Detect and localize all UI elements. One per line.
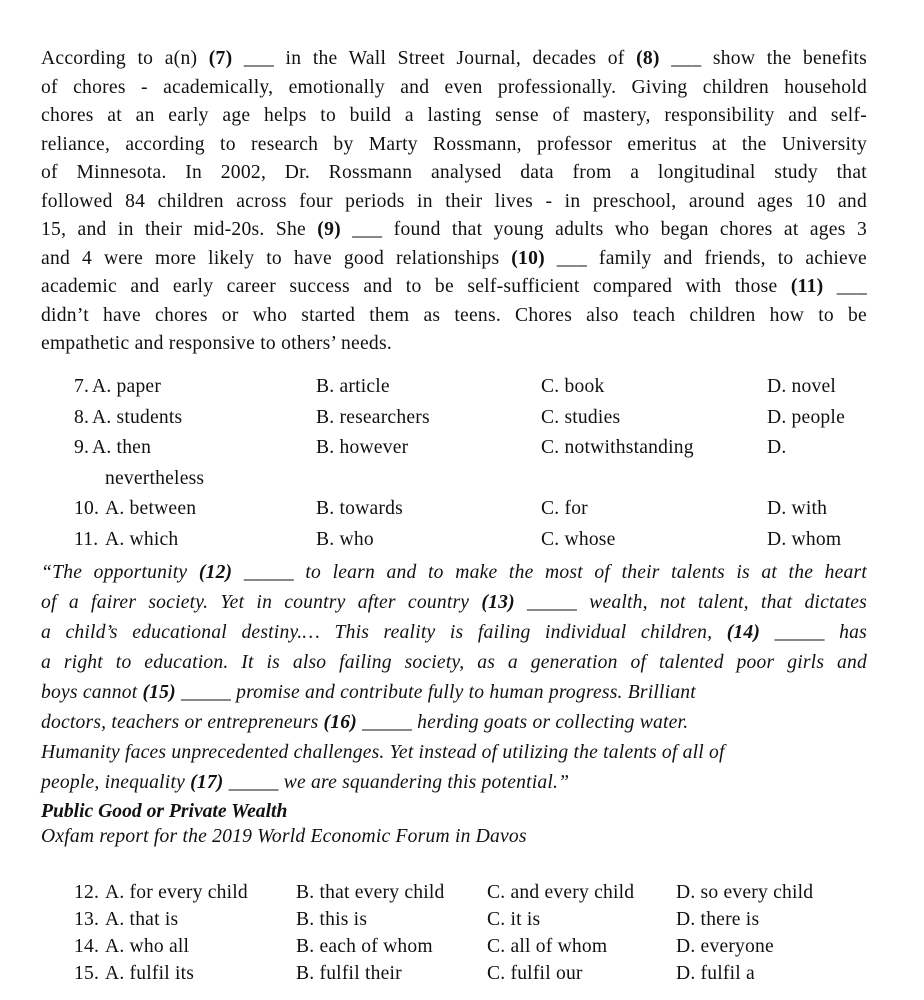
option-b[interactable]: B. who [316,529,374,550]
quote-line: doctors, teachers or entrepreneurs (16) _____ herding goats or collecting water. [41,712,689,733]
passage-line: followed 84 children across four periods in their lives - in preschool, around ages 10 and [41,190,867,212]
question-number: 15. [74,963,100,984]
option-c[interactable]: C. fulfil our [487,963,583,984]
passage-line: didn’t have chores or who started them as teens. Chores also teach children how to be [41,304,867,326]
source-subtitle: Oxfam report for the 2019 World Economic Forum in Davos [41,826,527,847]
option-c[interactable]: C. book [541,376,605,397]
option-b[interactable]: B. however [316,437,409,458]
option-c[interactable]: C. all of whom [487,936,608,957]
question-number: 11. [74,529,99,550]
quote-line: Humanity faces unprecedented challenges. Yet instead of utilizing the talents of all of [41,742,725,763]
option-b[interactable]: B. towards [316,498,403,519]
passage-line: chores at an early age helps to build a lasting sense of mastery, responsibility and self- [41,105,867,126]
option-c[interactable]: C. whose [541,529,616,550]
option-a[interactable]: A. who all [105,936,190,957]
option-d[interactable]: D. fulfil a [676,963,755,984]
option-d-continued[interactable]: nevertheless [105,468,205,489]
question-number: 8. [74,407,90,428]
quote-line: “The opportunity (12) _____ to learn and to make the most of their talents is at the heart [41,562,867,583]
passage-line: of chores - academically, emotionally and even professionally. Giving children household [41,76,867,98]
option-b[interactable]: B. each of whom [296,936,433,957]
question-number: 9. [74,437,90,458]
quote-line: boys cannot (15) _____ promise and contribute fully to human progress. Brilliant [41,682,696,703]
passage-line: According to a(n) (7) ___ in the Wall Street Journal, decades of (8) ___ show the benefits [41,48,867,69]
question-number: 10. [74,498,100,519]
option-a[interactable]: A. for every child [105,882,248,903]
option-b[interactable]: B. fulfil their [296,963,402,984]
quote-line: a child’s educational destiny.… This reality is failing individual children, (14) _____ has [41,622,867,643]
option-b[interactable]: B. this is [296,909,368,930]
option-d[interactable]: D. whom [767,529,842,550]
option-a[interactable]: A. students [92,407,183,428]
option-a[interactable]: A. which [105,529,179,550]
quote-paragraph [41,558,867,798]
option-b[interactable]: B. researchers [316,407,430,428]
quote-line: a right to education. It is also failing society, as a generation of talented poor girls and [41,652,867,673]
option-a[interactable]: A. paper [92,376,162,397]
option-a[interactable]: A. that is [105,909,179,930]
quote-line: of a fairer society. Yet in country after country (13) _____ wealth, not talent, that dictates [41,592,867,613]
option-c[interactable]: C. and every child [487,882,635,903]
question-number: 12. [74,882,100,903]
quote-line: people, inequality (17) _____ we are squandering this potential.” [41,772,570,793]
option-c[interactable]: C. it is [487,909,541,930]
passage-line: empathetic and responsive to others’ needs. [41,333,392,354]
option-b[interactable]: B. that every child [296,882,445,903]
passage-line: reliance, according to research by Marty Rossmann, professor emeritus at the University [41,133,867,155]
option-d[interactable]: D. people [767,407,845,428]
passage-line: academic and early career success and to be self-sufficient compared with those (11) ___ [41,276,867,297]
option-a[interactable]: A. between [105,498,197,519]
option-d[interactable]: D. everyone [676,936,774,957]
option-c[interactable]: C. notwithstanding [541,437,694,458]
option-d[interactable]: D. so every child [676,882,814,903]
option-c[interactable]: C. for [541,498,588,519]
option-d[interactable]: D. novel [767,376,837,397]
passage-line: and 4 were more likely to have good relationships (10) ___ family and friends, to achieve [41,247,867,269]
option-a[interactable]: A. then [92,437,152,458]
passage-line: 15, and in their mid-20s. She (9) ___ found that young adults who began chores at ages 3 [41,219,867,240]
question-number: 13. [74,909,100,930]
source-title: Public Good or Private Wealth [41,801,288,822]
option-c[interactable]: C. studies [541,407,621,428]
question-number: 14. [74,936,100,957]
option-b[interactable]: B. article [316,376,390,397]
question-number: 7. [74,376,90,397]
option-d[interactable]: D. with [767,498,828,519]
option-a[interactable]: A. fulfil its [105,963,195,984]
option-d[interactable]: D. [767,437,787,458]
passage-line: of Minnesota. In 2002, Dr. Rossmann analysed data from a longitudinal study that [41,162,867,183]
passage-paragraph [41,45,867,359]
option-d[interactable]: D. there is [676,909,760,930]
